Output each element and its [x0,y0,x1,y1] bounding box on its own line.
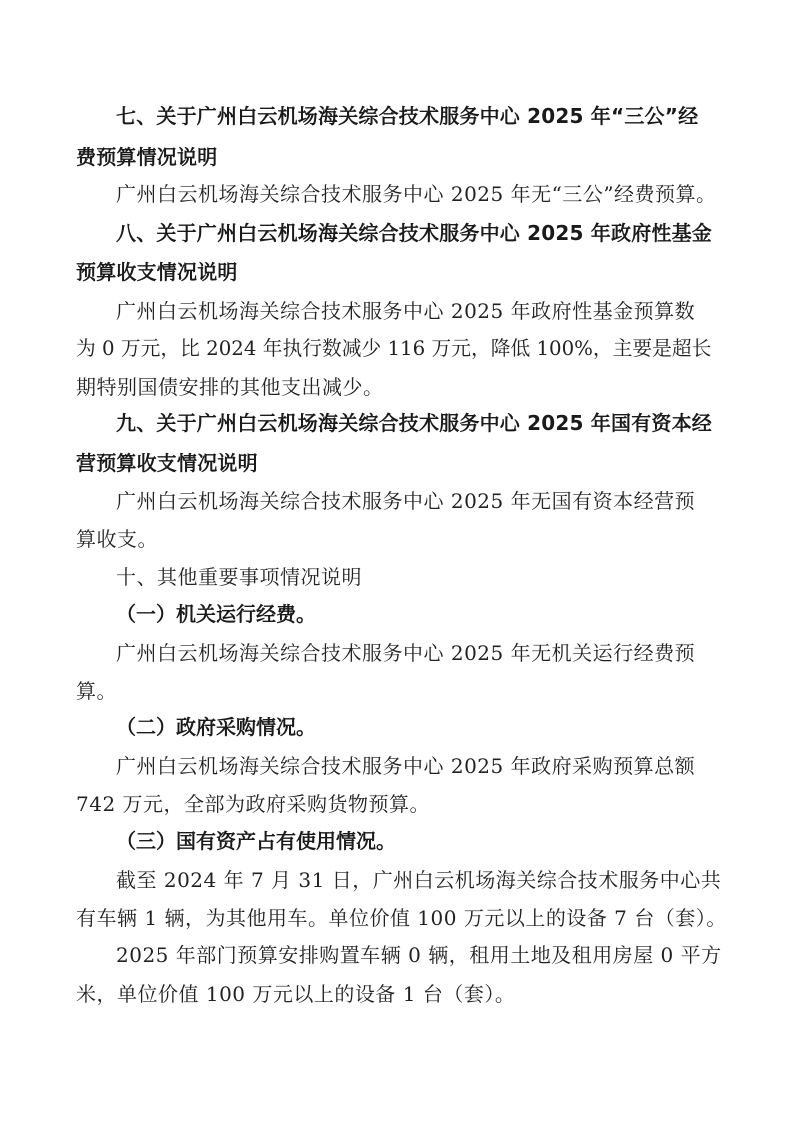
section-8-heading-line-2: 预算收支情况说明 [76,260,238,284]
section-10-heading: 十、其他重要事项情况说明 [116,565,362,589]
section-8-body-line-2: 为 0 万元，比 2024 年执行数减少 116 万元，降低 100%，主要是超长 [76,337,712,360]
section-7-heading-line-1: 七、关于广州白云机场海关综合技术服务中心 2025 年“三公”经 [116,104,699,128]
section-7-body-line-1: 广州白云机场海关综合技术服务中心 2025 年无“三公”经费预算。 [116,182,717,206]
subsection-3-body-line-4: 米，单位价值 100 万元以上的设备 1 台（套）。 [76,982,516,1006]
subsection-2-body-line-2: 742 万元，全部为政府采购货物预算。 [76,792,431,816]
subsection-3-title: （三）国有资产占有使用情况。 [116,829,396,853]
subsection-1-body-line-1: 广州白云机场海关综合技术服务中心 2025 年无机关运行经费预 [116,641,696,665]
section-9-body-line-2: 算收支。 [76,527,158,551]
section-8-body-line-1: 广州白云机场海关综合技术服务中心 2025 年政府性基金预算数 [116,299,696,323]
section-9-body-line-1: 广州白云机场海关综合技术服务中心 2025 年无国有资本经营预 [116,489,696,513]
subsection-1-title: （一）机关运行经费。 [116,602,316,626]
section-7-heading-line-2: 费预算情况说明 [76,145,218,169]
section-8-body-line-3: 期特别国债安排的其他支出减少。 [76,375,384,399]
subsection-3-body-line-1: 截至 2024 年 7 月 31 日，广州白云机场海关综合技术服务中心共 [116,868,722,892]
subsection-3-body-line-2: 有车辆 1 辆，为其他用车。单位价值 100 万元以上的设备 7 台（套）。 [76,906,727,930]
section-9-heading-line-1: 九、关于广州白云机场海关综合技术服务中心 2025 年国有资本经 [116,411,712,435]
section-9-heading-line-2: 营预算收支情况说明 [76,451,258,475]
subsection-2-body-line-1: 广州白云机场海关综合技术服务中心 2025 年政府采购预算总额 [116,754,696,778]
section-8-heading-line-1: 八、关于广州白云机场海关综合技术服务中心 2025 年政府性基金 [116,221,712,245]
subsection-2-title: （二）政府采购情况。 [116,715,316,739]
subsection-3-body-line-3: 2025 年部门预算安排购置车辆 0 辆，租用土地及租用房屋 0 平方 [116,943,722,967]
subsection-1-body-line-2: 算。 [76,679,117,703]
